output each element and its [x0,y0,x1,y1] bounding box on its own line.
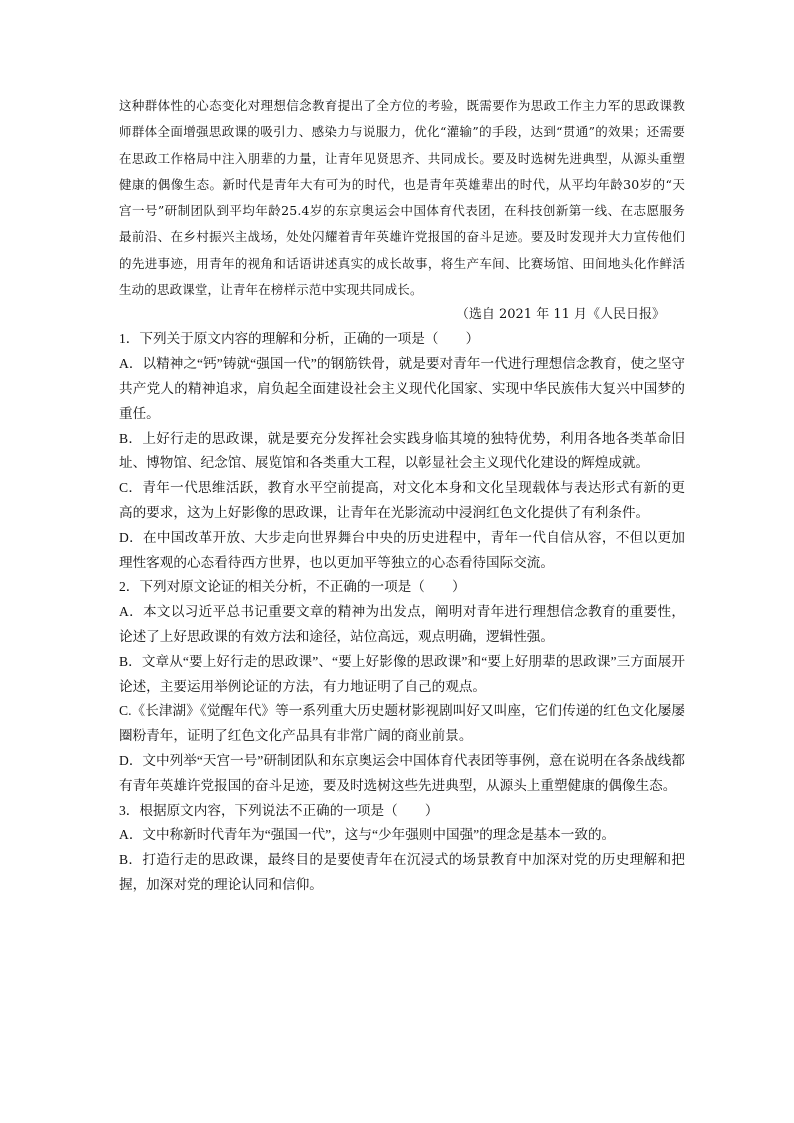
passage-paragraph: 这种群体性的心态变化对理想信念教育提出了全方位的考验，既需要作为思政工作主力军的思政课教师群体全面增强思政课的吸引力、感染力与说服力，优化“灌输”的手段，达到“贯通”的效果；还需要在思政工作格局中注入朋辈的力量，让青年见贤思齐、共同成长。要及时选树先进典型，从源头重塑健康的偶像生态。新时代是青年大有可为的时代，也是青年英雄辈出的时代，从平均年龄30岁的“天宫一号”研制团队到平均年龄25.4岁的东京奥运会中国体育代表团，在科技创新第一线、在志愿服务最前沿、在乡村振兴主战场，处处闪耀着青年英雄许党报国的奋斗足迹。要及时发现并大力宣传他们的先进事迹，用青年的视角和话语讲述真实的成长故事，将生产车间、比赛场馆、田间地头化作鲜活生动的思政课堂，让青年在榜样示范中实现共同成长。 [119,98,685,298]
option-c: C．青年一代思维活跃，教育水平空前提高，对文化本身和文化呈现载体与表达形式有新的更高的要求，这为上好影像的思政课，让青年在光影流动中浸润红色文化提供了有利条件。 [119,480,685,520]
option-b: B．打造行走的思政课，最终目的是要使青年在沉浸式的场景教育中加深对党的历史理解和把握，加深对党的理论认同和信仰。 [119,852,685,892]
option-d: D．在中国改革开放、大步走向世界舞台中央的历史进程中，青年一代自信从容，不但以更加理性客观的心态看待西方世界，也以更加平等独立的心态看待国际交流。 [119,529,685,570]
page-content [119,93,685,898]
question-3 [119,799,685,898]
option-a: A．以精神之“钙”铸就“强国一代”的钢筋铁骨，就是要对青年一代进行理想信念教育，使之坚守共产党人的精神追求，肩负起全面建设社会主义现代化国家、实现中华民族伟大复兴中国梦的重任。 [119,356,685,421]
option-a: A．本文以习近平总书记重要文章的精神为出发点，阐明对青年进行理想信念教育的重要性，论述了上好思政课的有效方法和途径，站位高远，观点明确，逻辑性强。 [119,604,685,644]
option-a: A．文中称新时代青年为“强国一代”，这与“少年强则中国强”的理念是基本一致的。 [119,827,616,843]
question-list [119,327,685,897]
question-2 [119,575,685,798]
question-stem: 3．根据原文内容，下列说法不正确的一项是（ ） [119,802,439,818]
question-stem: 2．下列对原文论证的相关分析，不正确的一项是（ ） [119,579,466,595]
option-b: B．文章从“要上好行走的思政课”、“要上好影像的思政课”和“要上好朋辈的思政课”三方面展开论述，主要运用举例论证的方法，有力地证明了自己的观点。 [119,653,685,694]
passage-source: （选自 2021 年 11 月《人民日报》 [455,307,665,323]
reading-passage [119,93,685,303]
option-d: D．文中列举“天宫一号”研制团队和东京奥运会中国体育代表团等事例，意在说明在各条战线都有青年英雄许党报国的奋斗足迹，要及时选树这些先进典型，从源头上重塑健康的偶像生态。 [119,752,685,793]
question-1 [119,327,685,575]
option-c: C.《长津湖》《觉醒年代》等一系列重大历史题材影视剧叫好又叫座，它们传递的红色文化屡屡圈粉青年，证明了红色文化产品具有非常广阔的商业前景。 [119,703,685,744]
option-b: B．上好行走的思政课，就是要充分发挥社会实践身临其境的独特优势，利用各地各类革命旧址、博物馆、纪念馆、展览馆和各类重大工程，以彰显社会主义现代化建设的辉煌成就。 [119,430,685,471]
question-stem: 1．下列关于原文内容的理解和分析，正确的一项是（ ） [119,331,480,347]
